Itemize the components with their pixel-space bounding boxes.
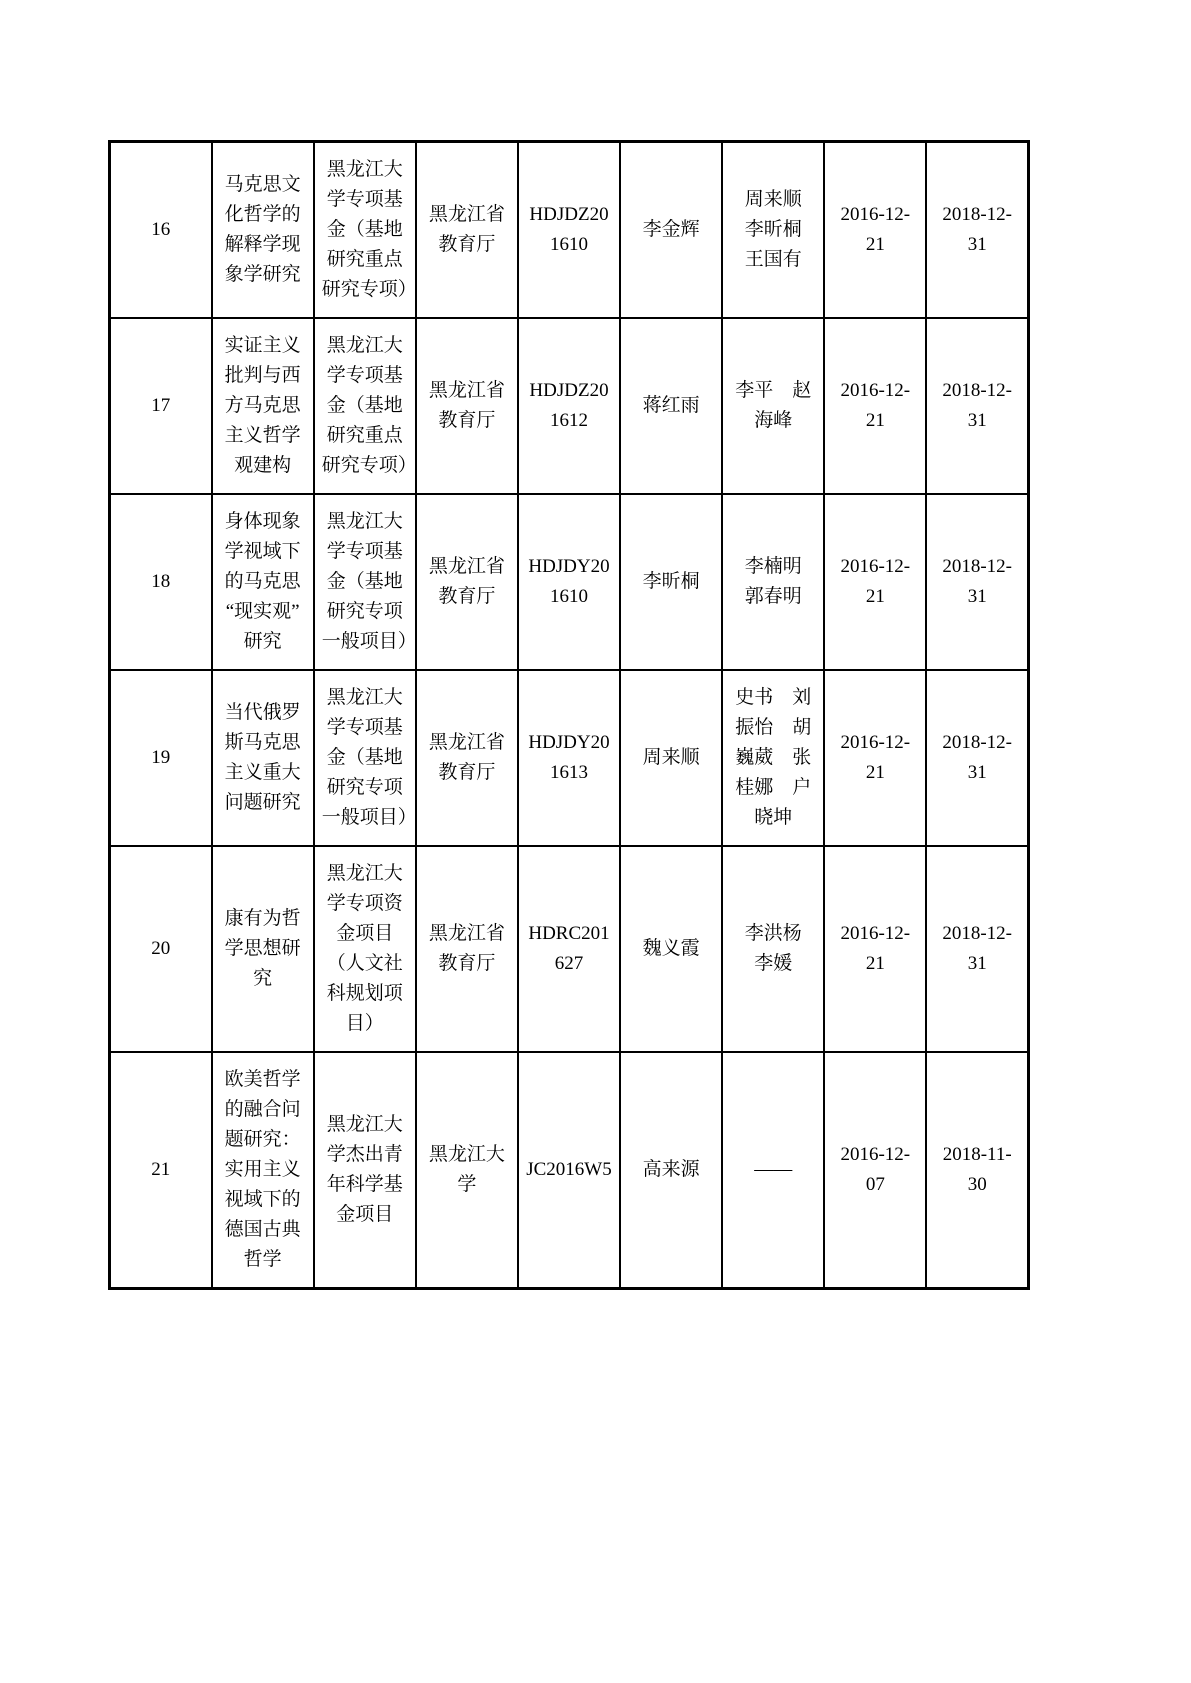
projects-table-body (110, 142, 1029, 1289)
cell-start-date: 2016-12-21 (824, 670, 926, 846)
cell-project-title: 欧美哲学的融合问题研究：实用主义视域下的德国古典哲学 (212, 1052, 314, 1289)
cell-approving-agency: 黑龙江省教育厅 (416, 670, 518, 846)
projects-table (108, 140, 1030, 1290)
cell-approving-agency: 黑龙江省教育厅 (416, 318, 518, 494)
table-row (110, 494, 1029, 670)
cell-team-members: 李平 赵海峰 (722, 318, 824, 494)
cell-row-number: 20 (110, 846, 212, 1052)
table-row (110, 142, 1029, 319)
cell-fund-type: 黑龙江大学专项基金（基地研究重点研究专项） (314, 142, 416, 319)
table-row (110, 846, 1029, 1052)
cell-team-members: 李洪杨 李媛 (722, 846, 824, 1052)
cell-approving-agency: 黑龙江大学 (416, 1052, 518, 1289)
cell-team-members: 史书 刘振怡 胡巍葳 张桂娜 户晓坤 (722, 670, 824, 846)
cell-project-leader: 蒋红雨 (620, 318, 722, 494)
cell-project-title: 马克思文化哲学的解释学现象学研究 (212, 142, 314, 319)
cell-project-code: JC2016W5 (518, 1052, 620, 1289)
cell-row-number: 16 (110, 142, 212, 319)
cell-end-date: 2018-12-31 (926, 670, 1028, 846)
cell-project-code: HDJDZ201610 (518, 142, 620, 319)
cell-approving-agency: 黑龙江省教育厅 (416, 846, 518, 1052)
cell-project-leader: 周来顺 (620, 670, 722, 846)
cell-team-members: —— (722, 1052, 824, 1289)
table-row (110, 670, 1029, 846)
cell-end-date: 2018-12-31 (926, 318, 1028, 494)
cell-team-members: 周来顺 李昕桐 王国有 (722, 142, 824, 319)
cell-end-date: 2018-12-31 (926, 494, 1028, 670)
cell-project-leader: 李昕桐 (620, 494, 722, 670)
cell-start-date: 2016-12-21 (824, 846, 926, 1052)
cell-end-date: 2018-12-31 (926, 846, 1028, 1052)
cell-fund-type: 黑龙江大学专项基金（基地研究专项一般项目） (314, 670, 416, 846)
cell-fund-type: 黑龙江大学专项基金（基地研究重点研究专项） (314, 318, 416, 494)
cell-project-title: 实证主义批判与西方马克思主义哲学观建构 (212, 318, 314, 494)
cell-project-title: 康有为哲学思想研究 (212, 846, 314, 1052)
cell-fund-type: 黑龙江大学杰出青年科学基金项目 (314, 1052, 416, 1289)
cell-start-date: 2016-12-21 (824, 318, 926, 494)
cell-project-code: HDJDZ201612 (518, 318, 620, 494)
cell-project-leader: 魏义霞 (620, 846, 722, 1052)
cell-project-title: 身体现象学视域下的马克思“现实观”研究 (212, 494, 314, 670)
cell-end-date: 2018-12-31 (926, 142, 1028, 319)
cell-project-leader: 高来源 (620, 1052, 722, 1289)
cell-team-members: 李楠明 郭春明 (722, 494, 824, 670)
cell-row-number: 21 (110, 1052, 212, 1289)
cell-approving-agency: 黑龙江省教育厅 (416, 494, 518, 670)
cell-start-date: 2016-12-21 (824, 494, 926, 670)
cell-row-number: 19 (110, 670, 212, 846)
cell-project-code: HDJDY201613 (518, 670, 620, 846)
table-row (110, 318, 1029, 494)
cell-project-title: 当代俄罗斯马克思主义重大问题研究 (212, 670, 314, 846)
cell-start-date: 2016-12-07 (824, 1052, 926, 1289)
cell-project-code: HDJDY201610 (518, 494, 620, 670)
cell-row-number: 17 (110, 318, 212, 494)
cell-start-date: 2016-12-21 (824, 142, 926, 319)
cell-approving-agency: 黑龙江省教育厅 (416, 142, 518, 319)
cell-row-number: 18 (110, 494, 212, 670)
cell-project-leader: 李金辉 (620, 142, 722, 319)
cell-end-date: 2018-11-30 (926, 1052, 1028, 1289)
cell-project-code: HDRC201627 (518, 846, 620, 1052)
table-row (110, 1052, 1029, 1289)
cell-fund-type: 黑龙江大学专项资金项目（人文社科规划项目） (314, 846, 416, 1052)
cell-fund-type: 黑龙江大学专项基金（基地研究专项一般项目） (314, 494, 416, 670)
